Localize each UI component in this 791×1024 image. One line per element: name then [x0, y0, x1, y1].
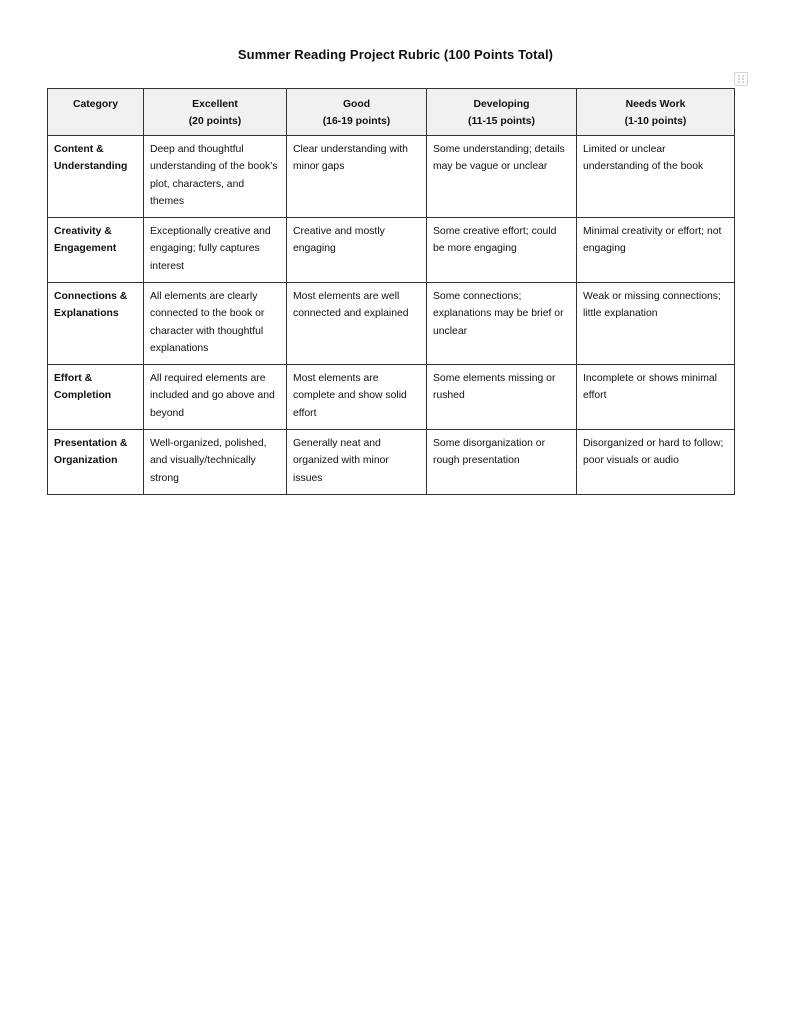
good-cell: Most elements are complete and show solid effort [287, 364, 427, 429]
header-good [287, 89, 427, 136]
header-developing [427, 89, 577, 136]
category-cell: Connections & Explanations [48, 282, 144, 364]
developing-cell: Some elements missing or rushed [427, 364, 577, 429]
page-title: Summer Reading Project Rubric (100 Points Total) [237, 47, 554, 62]
header-label: Developing [473, 99, 530, 110]
table-row [48, 282, 735, 364]
excellent-cell: All elements are clearly connected to the book or character with thoughtful explanations [144, 282, 287, 364]
table-header-row [48, 89, 735, 136]
table-row [48, 429, 735, 494]
excellent-cell: Deep and thoughtful understanding of the book’s plot, characters, and themes [144, 135, 287, 217]
header-points: (1-10 points) [624, 116, 687, 128]
rubric-table [47, 88, 735, 495]
header-points: (11-15 points) [468, 116, 535, 128]
excellent-cell: All required elements are included and go above and beyond [144, 364, 287, 429]
table-row [48, 217, 735, 282]
header-points: (16-19 points) [322, 116, 391, 128]
header-needs-work [577, 89, 735, 136]
header-label: Category [72, 99, 119, 110]
category-cell: Effort & Completion [48, 364, 144, 429]
developing-cell: Some disorganization or rough presentation [427, 429, 577, 494]
excellent-cell: Exceptionally creative and engaging; fully captures interest [144, 217, 287, 282]
category-cell: Content & Understanding [48, 135, 144, 217]
header-points: (20 points) [188, 116, 242, 128]
drag-handle-icon [737, 74, 745, 84]
developing-cell: Some understanding; details may be vague or unclear [427, 135, 577, 217]
developing-cell: Some connections; explanations may be brief or unclear [427, 282, 577, 364]
header-excellent [144, 89, 287, 136]
category-cell: Presentation & Organization [48, 429, 144, 494]
needs-work-cell: Limited or unclear understanding of the book [577, 135, 735, 217]
header-label: Excellent [192, 99, 238, 110]
good-cell: Creative and mostly engaging [287, 217, 427, 282]
needs-work-cell: Incomplete or shows minimal effort [577, 364, 735, 429]
good-cell: Clear understanding with minor gaps [287, 135, 427, 217]
table-drag-handle[interactable] [734, 72, 748, 86]
excellent-cell: Well-organized, polished, and visually/technically strong [144, 429, 287, 494]
table-row [48, 364, 735, 429]
header-category [48, 89, 144, 136]
needs-work-cell: Disorganized or hard to follow; poor visuals or audio [577, 429, 735, 494]
header-label: Needs Work [625, 99, 686, 110]
header-label: Good [342, 99, 371, 110]
good-cell: Generally neat and organized with minor issues [287, 429, 427, 494]
developing-cell: Some creative effort; could be more engaging [427, 217, 577, 282]
needs-work-cell: Weak or missing connections; little explanation [577, 282, 735, 364]
needs-work-cell: Minimal creativity or effort; not engaging [577, 217, 735, 282]
category-cell: Creativity & Engagement [48, 217, 144, 282]
table-row [48, 135, 735, 217]
good-cell: Most elements are well connected and explained [287, 282, 427, 364]
